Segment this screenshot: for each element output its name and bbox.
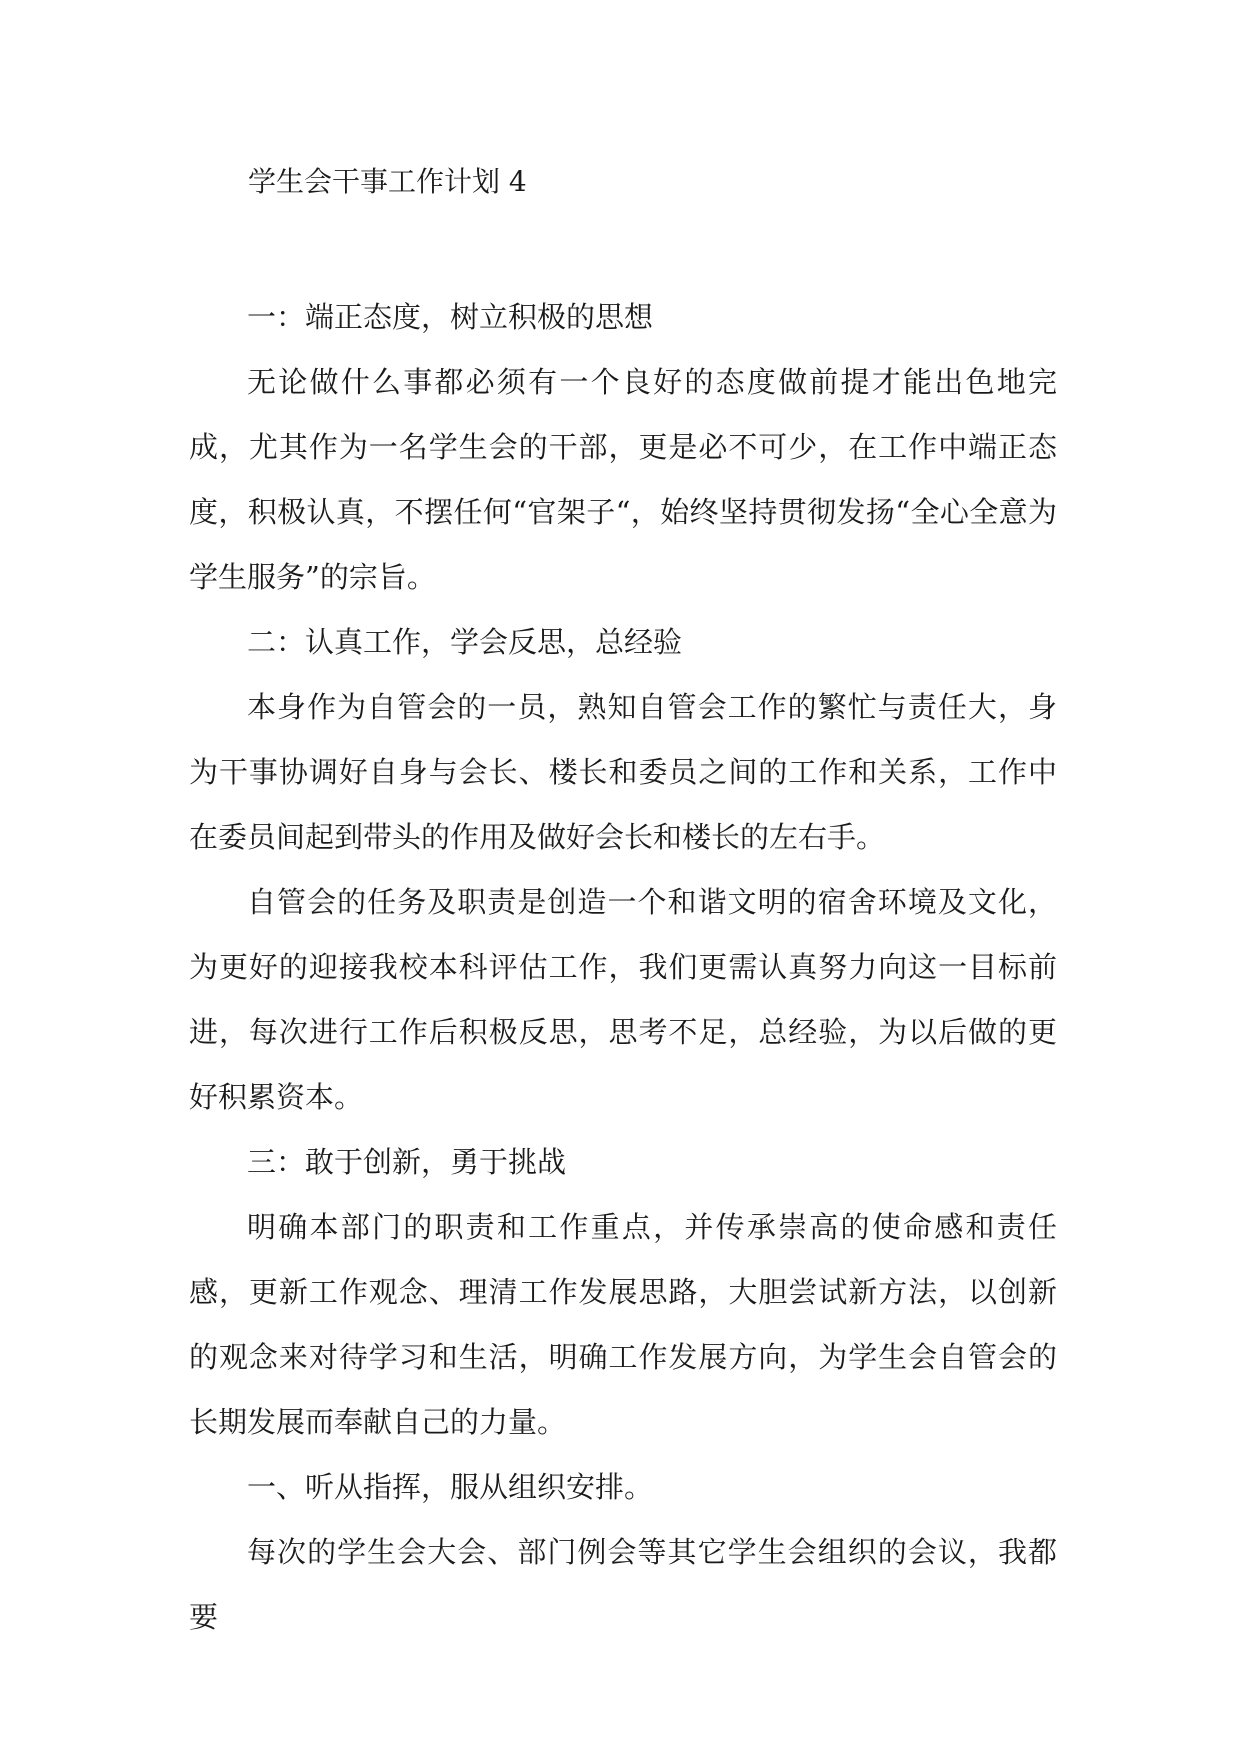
section-heading-4: 一、听从指挥，服从组织安排。 <box>247 1470 654 1504</box>
paragraph-duties: 自管会的任务及职责是创造一个和谐文明的宿舍环境及文化，为更好的迎接我校本科评估工作，我们更需认真努力向这一目标前进，每次进行工作后积极反思，思考不足，总经验，为以后做的更好积累资本。 <box>189 885 1057 1114</box>
paragraph-meetings: 每次的学生会大会、部门例会等其它学生会组织的会议，我都要 <box>189 1535 1057 1634</box>
paragraph-attitude: 无论做什么事都必须有一个良好的态度做前提才能出色地完成，尤其作为一名学生会的干部，更是必不可少，在工作中端正态度，积极认真，不摆任何“官架子“，始终坚持贯彻发扬“全心全意为学生服务”的宗旨。 <box>189 365 1057 594</box>
section-heading-1: 一：端正态度，树立积极的思想 <box>247 300 654 334</box>
paragraph-innovation: 明确本部门的职责和工作重点，并传承崇高的使命感和责任感，更新工作观念、理清工作发展思路，大胆尝试新方法，以创新的观念来对待学习和生活，明确工作发展方向，为学生会自管会的长期发展而奉献自己的力量。 <box>189 1210 1057 1439</box>
section-heading-3: 三：敢于创新，勇于挑战 <box>247 1145 567 1179</box>
document-title: 学生会干事工作计划 4 <box>248 165 527 198</box>
paragraph-role: 本身作为自管会的一员，熟知自管会工作的繁忙与责任大，身为干事协调好自身与会长、楼长和委员之间的工作和关系，工作中在委员间起到带头的作用及做好会长和楼长的左右手。 <box>189 690 1057 854</box>
document-body <box>189 285 1057 1650</box>
section-heading-2: 二：认真工作，学会反思，总经验 <box>247 625 683 659</box>
